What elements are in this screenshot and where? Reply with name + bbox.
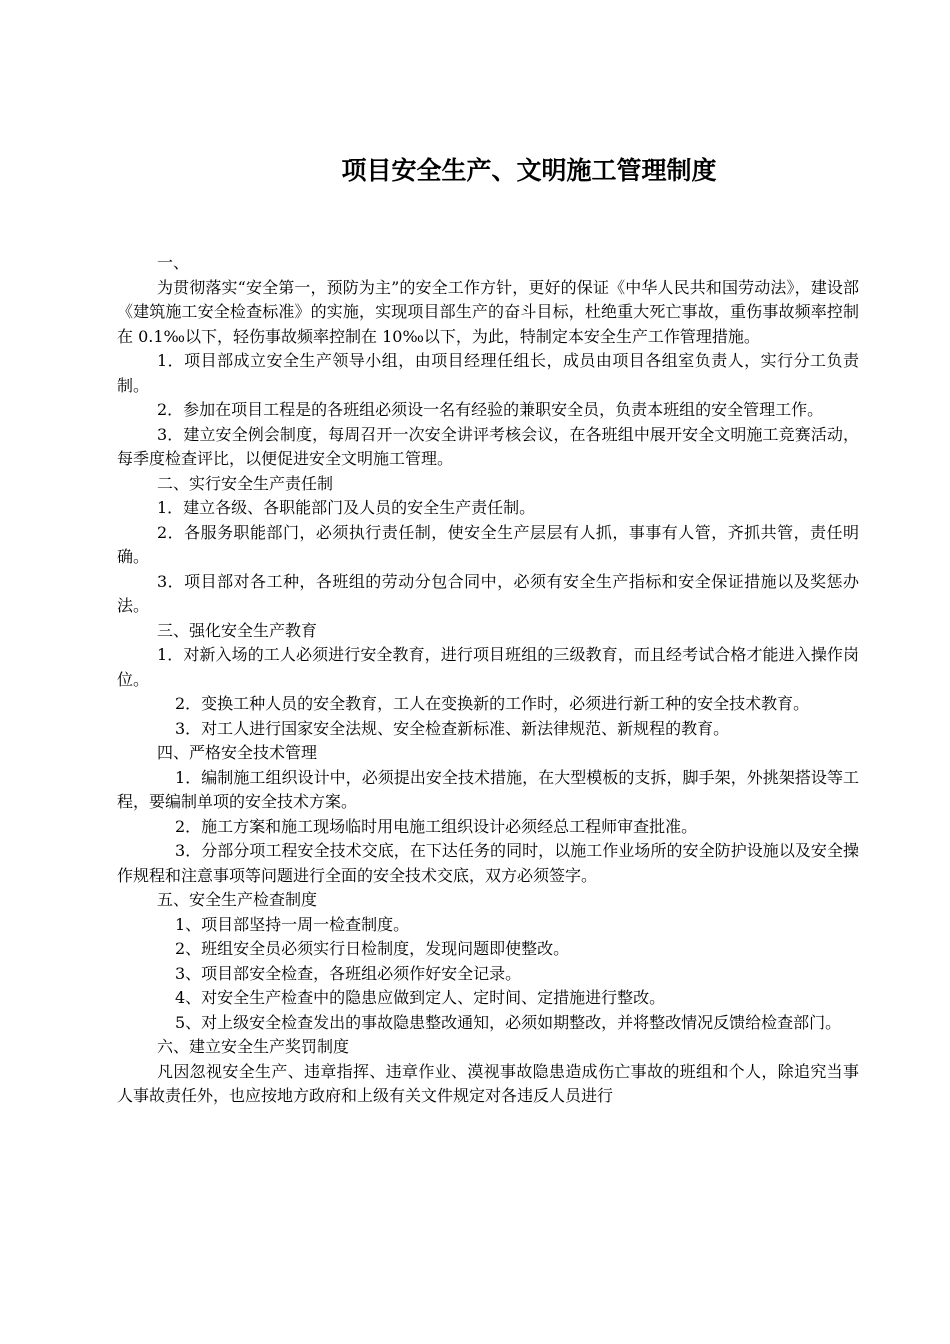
paragraph: 2．变换工种人员的安全教育，工人在变换新的工作时，必须进行新工种的安全技术教育。	[175, 694, 810, 713]
paragraph: 2．参加在项目工程是的各班组必须设一名有经验的兼职安全员，负责本班组的安全管理工作。	[157, 400, 824, 419]
paragraph: 五、安全生产检查制度	[157, 890, 318, 909]
paragraph: 凡因忽视安全生产、违章指挥、违章作业、漠视事故隐患造成伤亡事故的班组和个人，除追究当事人事故责任外，也应按地方政府和上级有关文件规定对各违反人员进行	[117, 1061, 859, 1105]
paragraph: 1．建立各级、各职能部门及人员的安全生产责任制。	[157, 498, 536, 517]
paragraph: 5、对上级安全检查发出的事故隐患整改通知，必须如期整改，并将整改情况反馈给检查部门。	[175, 1012, 842, 1032]
paragraph: 二、实行安全生产责任制	[157, 473, 334, 493]
document-body	[117, 251, 859, 1109]
paragraph: 2．施工方案和施工现场临时用电施工组织设计必须经总工程师审查批准。	[175, 816, 698, 836]
document-title: 项目安全生产、文明施工管理制度	[341, 156, 717, 185]
paragraph: 三、强化安全生产教育	[157, 620, 318, 640]
paragraph: 1．项目部成立安全生产领导小组，由项目经理任组长，成员由项目各组室负责人，实行分工负责制。	[117, 351, 859, 395]
paragraph: 1．对新入场的工人必须进行安全教育，进行项目班组的三级教育，而且经考试合格才能进入操作岗位。	[117, 645, 859, 689]
paragraph: 3．建立安全例会制度，每周召开一次安全讲评考核会议，在各班组中展开安全文明施工竞赛活动，每季度检查评比，以便促进安全文明施工管理。	[117, 424, 859, 468]
paragraph: 4、对安全生产检查中的隐患应做到定人、定时间、定措施进行整改。	[175, 988, 666, 1007]
paragraph: 3．对工人进行国家安全法规、安全检查新标准、新法律规范、新规程的教育。	[175, 718, 730, 738]
paragraph: 2．各服务职能部门，必须执行责任制，使安全生产层层有人抓，事事有人管，齐抓共管，责任明确。	[117, 522, 859, 566]
paragraph: 3．项目部对各工种，各班组的劳动分包合同中，必须有安全生产指标和安全保证措施以及奖惩办法。	[117, 571, 859, 615]
paragraph: 3．分部分项工程安全技术交底，在下达任务的同时，以施工作业场所的安全防护设施以及安全操作规程和注意事项等问题进行全面的安全技术交底，双方必须签字。	[117, 841, 859, 885]
paragraph: 3、项目部安全检查，各班组必须作好安全记录。	[175, 963, 522, 983]
paragraph: 四、严格安全技术管理	[157, 743, 318, 762]
paragraph: 1．编制施工组织设计中，必须提出安全技术措施，在大型模板的支拆，脚手架，外挑架搭设等工程，要编制单项的安全技术方案。	[117, 767, 859, 811]
paragraph: 为贯彻落实“安全第一，预防为主”的安全工作方针，更好的保证《中华人民共和国劳动法》，建设部《建筑施工安全检查标准》的实施，实现项目部生产的奋斗目标，杜绝重大死亡事故，重伤事故频率控制在 0.1‰以下，轻伤事故频率控制在 10‰以下，为此，特制定本安全生产工作管理措施。	[117, 277, 859, 346]
paragraph: 一、	[157, 253, 190, 272]
paragraph: 六、建立安全生产奖罚制度	[157, 1037, 350, 1056]
paragraph: 2、班组安全员必须实行日检制度，发现问题即使整改。	[175, 939, 570, 958]
paragraph: 1、项目部坚持一周一检查制度。	[175, 914, 410, 934]
